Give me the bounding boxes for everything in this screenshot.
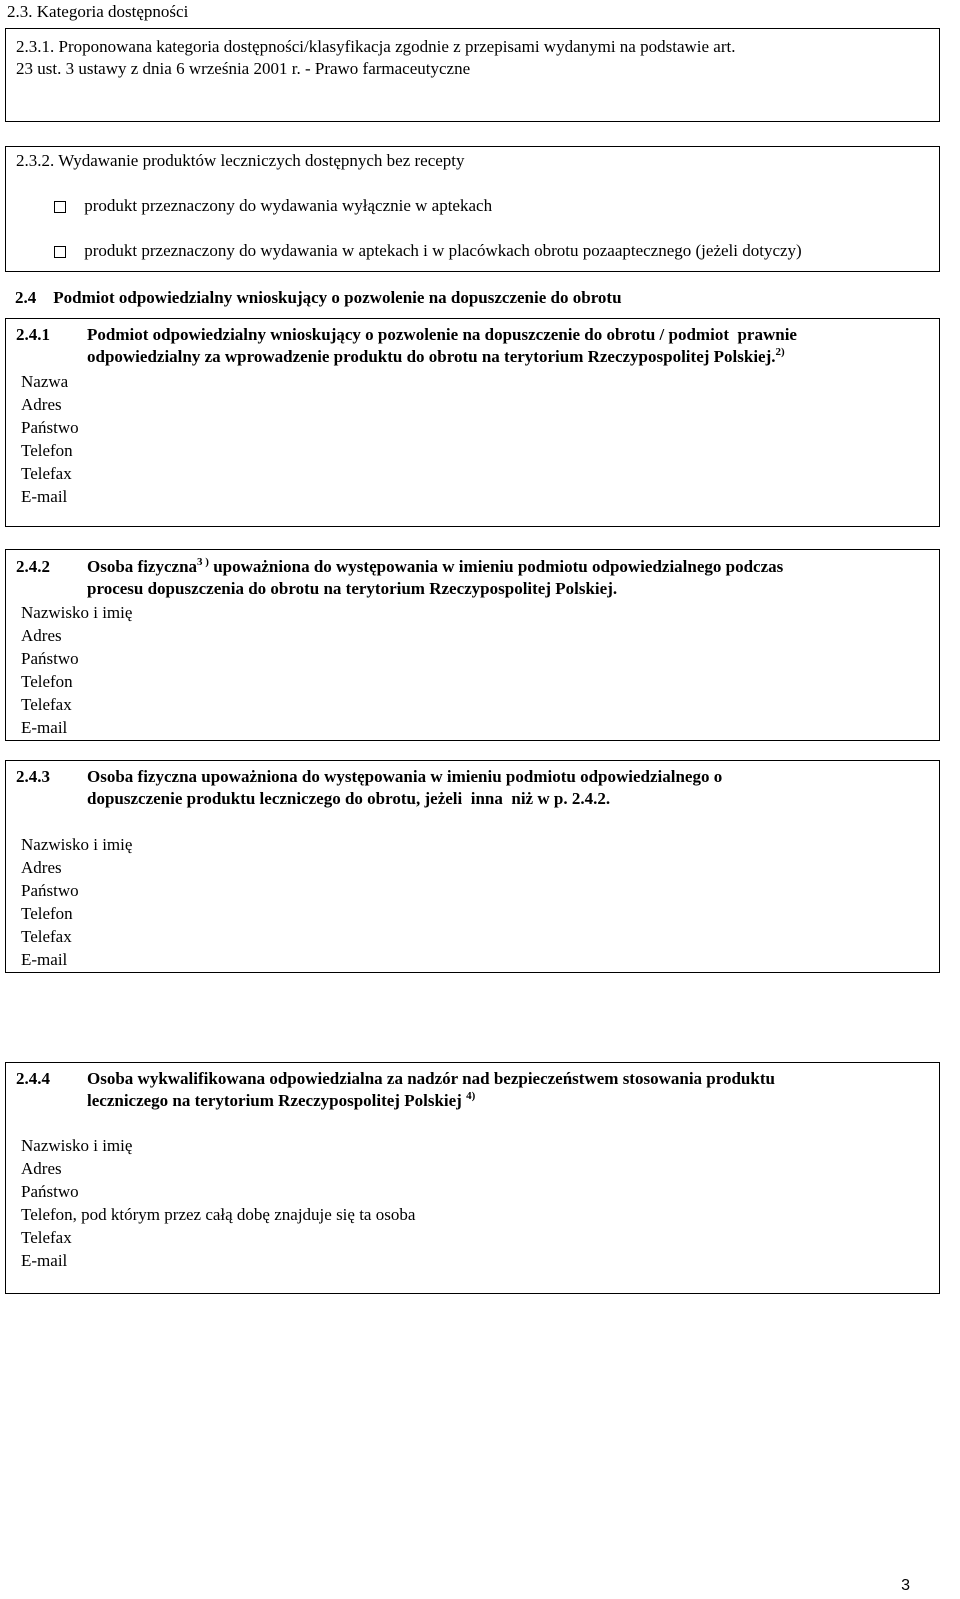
footnote-ref-3: 3 ) (197, 556, 209, 568)
field-phone: Telefon (21, 441, 73, 460)
section-2-4-4-line1: Osoba wykwalifikowana odpowiedzialna za nadzór nad bezpieczeństwem stosowania produktu (87, 1069, 775, 1088)
section-2-3-1-box (5, 28, 940, 122)
section-2-4-4-number: 2.4.4 (16, 1069, 50, 1088)
option-pharmacy-only-label: produkt przeznaczony do wydawania wyłącznie w aptekach (84, 196, 493, 215)
section-2-3-2-title: 2.3.2. Wydawanie produktów leczniczych dostępnych bez recepty (16, 151, 465, 170)
section-2-4-4-fields (6, 1134, 416, 1272)
page-number: 3 (901, 1577, 910, 1594)
section-2-4-4-box (5, 1062, 940, 1294)
section-2-3-heading: 2.3. Kategoria dostępności (7, 2, 189, 21)
section-2-4-1-box (5, 318, 940, 527)
field-address: Adres (21, 1159, 62, 1178)
footnote-ref-2: 2) (775, 346, 785, 358)
field-country: Państwo (21, 649, 79, 668)
field-fax: Telefax (21, 1228, 72, 1247)
section-2-4-1-line2-text: odpowiedzialny za wprowadzenie produktu do obrotu na terytorium Rzeczypospolitej Polskiej. (87, 347, 776, 366)
field-full-name: Nazwisko i imię (21, 603, 133, 622)
field-phone: Telefon (21, 672, 73, 691)
section-2-4-1-number: 2.4.1 (16, 325, 50, 344)
section-2-4-2-fields (6, 601, 133, 739)
section-2-4-2-line1a: Osoba fizyczna (87, 557, 198, 576)
field-email: E-mail (21, 718, 68, 737)
section-2-4-2-line2: procesu dopuszczenia do obrotu na terytorium Rzeczypospolitej Polskiej. (87, 579, 618, 598)
field-email: E-mail (21, 950, 68, 969)
section-2-4-3-box (5, 760, 940, 973)
section-2-4-4-line2 (87, 1091, 475, 1113)
field-fax: Telefax (21, 695, 72, 714)
footnote-ref-4: 4) (466, 1090, 476, 1102)
field-full-name: Nazwisko i imię (21, 1136, 133, 1155)
section-2-4-3-line1: Osoba fizyczna upoważniona do występowania w imieniu podmiotu odpowiedzialnego o (87, 767, 723, 786)
section-2-3-1-line2: 23 ust. 3 ustawy z dnia 6 września 2001 r. - Prawo farmaceutyczne (16, 59, 471, 78)
section-2-4-1-line2 (87, 347, 785, 369)
field-email: E-mail (21, 487, 68, 506)
section-2-4-3-number: 2.4.3 (16, 767, 50, 786)
section-2-4-3-fields (6, 833, 133, 971)
option-pharmacy-and-nonpharmacy[interactable] (54, 241, 802, 261)
field-fax: Telefax (21, 464, 72, 483)
section-2-4-3-line2: dopuszczenie produktu leczniczego do obrotu, jeżeli inna niż w p. 2.4.2. (87, 789, 611, 808)
section-2-4-1-line1: Podmiot odpowiedzialny wnioskujący o pozwolenie na dopuszczenie do obrotu / podmiot prawnie (87, 325, 797, 344)
field-email: E-mail (21, 1251, 68, 1270)
checkbox-icon[interactable] (54, 201, 66, 213)
section-2-4-2-box (5, 549, 940, 741)
option-pharmacy-and-nonpharmacy-label: produkt przeznaczony do wydawania w aptekach i w placówkach obrotu pozaaptecznego (jeżeli dotyczy) (84, 241, 802, 260)
field-address: Adres (21, 858, 62, 877)
section-2-4-4-line2-text: leczniczego na terytorium Rzeczypospolitej Polskiej (87, 1091, 462, 1110)
section-2-4-2-number: 2.4.2 (16, 557, 50, 576)
field-24h-phone: Telefon, pod którym przez całą dobę znajduje się ta osoba (21, 1205, 416, 1224)
section-2-4-2-line1b: upoważniona do występowania w imieniu podmiotu odpowiedzialnego podczas (208, 557, 784, 576)
checkbox-icon[interactable] (54, 246, 66, 258)
field-phone: Telefon (21, 904, 73, 923)
field-address: Adres (21, 395, 62, 414)
section-2-3-2-box (5, 146, 940, 272)
section-2-4-1-fields (6, 370, 79, 508)
field-address: Adres (21, 626, 62, 645)
field-fax: Telefax (21, 927, 72, 946)
field-full-name: Nazwisko i imię (21, 835, 133, 854)
field-country: Państwo (21, 1182, 79, 1201)
section-2-3-1-line1: 2.3.1. Proponowana kategoria dostępności/klasyfikacja zgodnie z przepisami wydanymi na podstawie art. (16, 37, 736, 56)
option-pharmacy-only[interactable] (54, 196, 492, 216)
section-2-4-heading: 2.4 Podmiot odpowiedzialny wnioskujący o pozwolenie na dopuszczenie do obrotu (15, 288, 622, 307)
field-country: Państwo (21, 881, 79, 900)
field-country: Państwo (21, 418, 79, 437)
field-name: Nazwa (21, 372, 69, 391)
section-2-4-2-line1 (87, 557, 783, 579)
